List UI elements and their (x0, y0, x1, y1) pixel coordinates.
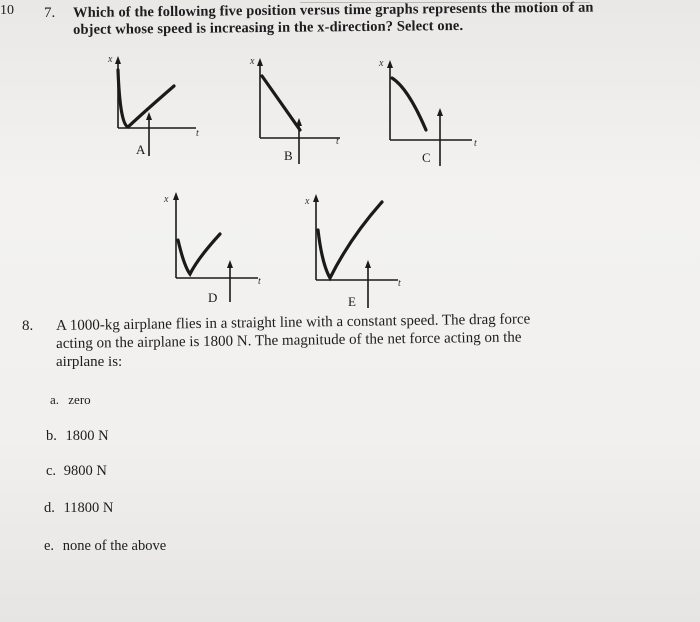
q8-text-line2: acting on the airplane is 1800 N. The magnitude of the net force acting on the (56, 329, 522, 352)
option-e[interactable] (44, 538, 166, 555)
graph-e-y-axis-label: x (305, 196, 310, 207)
graph-a-axes (115, 56, 196, 156)
option-c[interactable] (46, 463, 107, 480)
graph-d-curve (178, 234, 220, 274)
q8-text-line1: A 1000-kg airplane flies in a straight line with a constant speed. The drag force (56, 311, 531, 334)
graph-b-label[interactable]: B (284, 148, 293, 163)
q8-number: 8. (22, 318, 34, 334)
option-e-text: none of the above (62, 538, 167, 554)
graph-c[interactable] (378, 54, 488, 174)
option-e-letter: e. (44, 538, 55, 554)
graph-a-y-axis-label: x (108, 54, 113, 65)
graph-e[interactable] (300, 190, 420, 314)
graph-c-curve (392, 78, 426, 130)
graph-a-label[interactable]: A (136, 142, 146, 157)
graph-a-x-axis-label: t (196, 128, 199, 139)
option-a-letter: a. (50, 392, 60, 407)
option-d[interactable] (44, 500, 113, 517)
graph-c-y-axis-label: x (379, 58, 384, 69)
graph-d-label[interactable]: D (208, 290, 218, 305)
graph-a-curve (118, 70, 174, 127)
graph-c-label[interactable]: C (422, 150, 431, 165)
option-a[interactable] (50, 392, 91, 408)
page-number: 10 (0, 3, 14, 18)
graph-e-label[interactable]: E (348, 294, 356, 309)
graph-b-curve (262, 76, 300, 130)
option-b-letter: b. (46, 428, 57, 444)
graph-e-axes (313, 194, 398, 308)
option-d-text: 11800 N (63, 500, 114, 516)
q8-text-line3: airplane is: (56, 354, 123, 370)
q7-number: 7. (44, 5, 56, 21)
graph-c-x-axis-label: t (474, 138, 477, 149)
q7-text-line1: Which of the following five position versus time graphs represents the motion of an (73, 0, 594, 21)
option-a-text: zero (68, 392, 91, 407)
graph-b-y-axis-label: x (250, 56, 255, 67)
graph-d-x-axis-label: t (258, 276, 261, 287)
option-c-letter: c. (46, 463, 57, 479)
graph-e-curve (318, 202, 382, 278)
graph-b-axes (257, 58, 340, 164)
graph-e-x-axis-label: t (398, 278, 401, 289)
graph-b-x-axis-label: t (336, 136, 339, 147)
option-b-text: 1800 N (65, 428, 109, 444)
option-d-letter: d. (44, 500, 55, 516)
graph-d-y-axis-label: x (164, 194, 169, 205)
option-c-text: 9800 N (63, 463, 107, 479)
graph-d-axes (173, 192, 258, 302)
option-b[interactable] (46, 428, 109, 445)
q7-text-line2: object whose speed is increasing in the x-direction? Select one. (73, 17, 464, 38)
graph-d[interactable] (158, 186, 278, 306)
graph-b[interactable] (250, 52, 360, 172)
graph-a[interactable] (104, 52, 214, 162)
